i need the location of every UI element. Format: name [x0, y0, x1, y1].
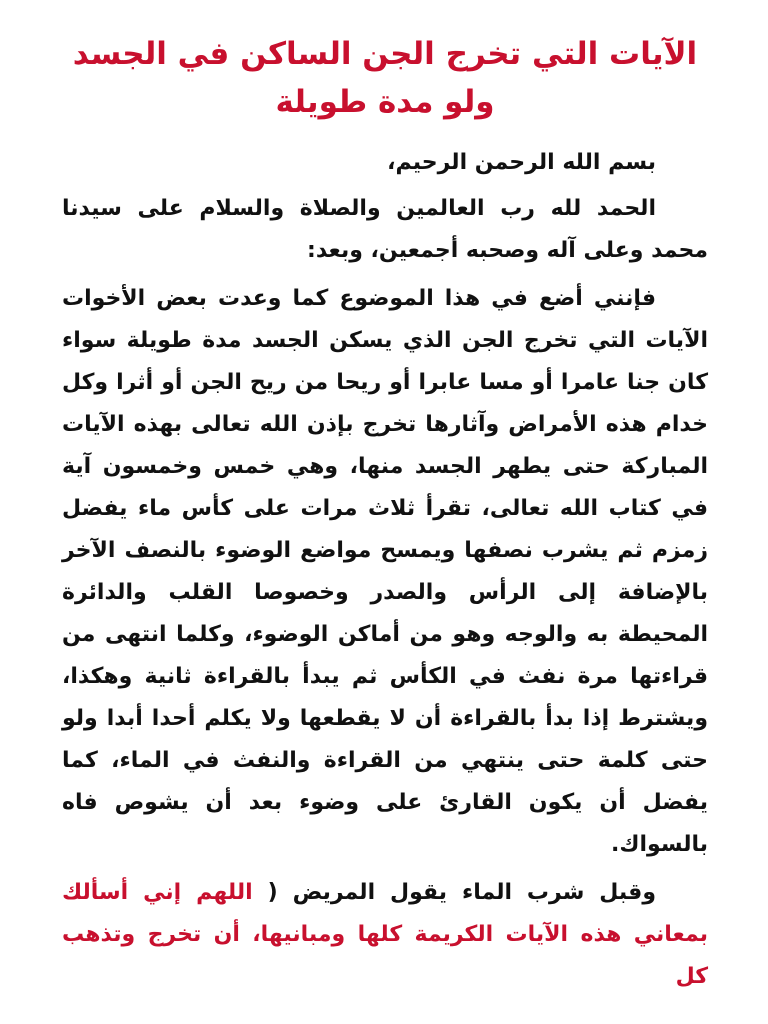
basmala-line: بسم الله الرحمن الرحيم، — [387, 150, 656, 175]
closing-prayer-text: اللهم إني أسألك بمعاني هذه الآيات الكريمة كلها ومبانيها، أن تخرج وتذهب كل — [62, 880, 708, 989]
closing-intro-text: وقبل شرب الماء يقول المريض ( — [267, 880, 656, 905]
praise-paragraph: الحمد لله رب العالمين والصلاة والسلام على سيدنا محمد وعلى آله وصحبه أجمعين، وبعد: — [62, 196, 708, 263]
document-page — [62, 30, 708, 1004]
main-paragraph: فإنني أضع في هذا الموضوع كما وعدت بعض الأخوات الآيات التي تخرج الجن الذي يسكن الجسد مدة طويلة سواء كان جنا عامرا أو مسا عابرا أو ريحا من ريح الجن أو أثرا وكل خدام هذه الأمراض وآثارها تخرج بإذن الله تعالى بهذه الآيات المباركة حتى يطهر الجسد منها، وهي خمس وخمسون آية في كتاب الله تعالى، تقرأ ثلاث مرات على كأس ماء يفضل زمزم ثم يشرب نصفها ويمسح مواضع الوضوء بالنصف الآخر بالإضافة إلى الرأس والصدر وخصوصا القلب والدائرة المحيطة به والوجه وهو من أماكن الوضوء، وكلما انتهى من قراءتها مرة نفث في الكأس ثم يبدأ بالقراءة ثانية وهكذا، ويشترط إذا بدأ بالقراءة أن لا يقطعها ولا يكلم أحدا أبدا ولو حتى كلمة حتى ينتهي من القراءة والنفث في الماء، كما يفضل أن يكون القارئ على وضوء بعد أن يشوص فاه بالسواك. — [62, 286, 708, 857]
document-title: الآيات التي تخرج الجن الساكن في الجسد ولو مدة طويلة — [72, 36, 698, 120]
closing-paragraph — [62, 872, 708, 998]
